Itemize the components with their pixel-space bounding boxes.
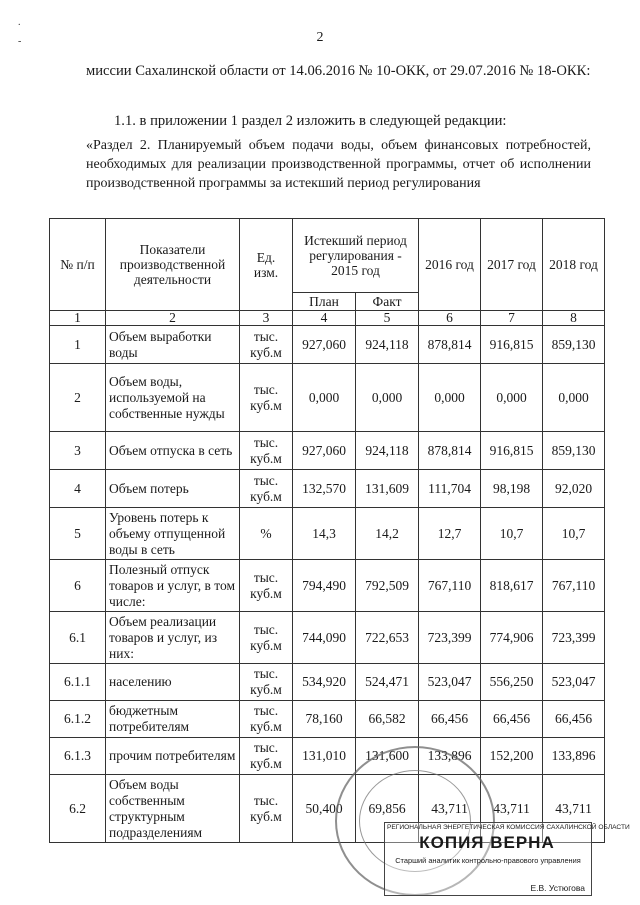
table-row bbox=[50, 364, 605, 432]
row-indicator: прочим потребителям bbox=[106, 738, 240, 775]
column-number: 3 bbox=[240, 311, 293, 326]
row-2016: 12,7 bbox=[419, 508, 481, 560]
row-plan-2015: 50,400 bbox=[293, 775, 356, 843]
row-2016: 767,110 bbox=[419, 560, 481, 612]
header-indicator: Показатели производственной деятельности bbox=[106, 219, 240, 311]
header-num: № п/п bbox=[50, 219, 106, 311]
row-2016: 878,814 bbox=[419, 432, 481, 470]
header-plan: План bbox=[293, 293, 356, 311]
row-number: 6.1.2 bbox=[50, 701, 106, 738]
row-unit: тыс. куб.м bbox=[240, 612, 293, 664]
row-fact-2015: 131,609 bbox=[356, 470, 419, 508]
column-number: 8 bbox=[543, 311, 605, 326]
row-indicator: Объем воды собственным структурным подразделениям bbox=[106, 775, 240, 843]
row-number: 4 bbox=[50, 470, 106, 508]
row-plan-2015: 78,160 bbox=[293, 701, 356, 738]
table-row bbox=[50, 326, 605, 364]
row-2018: 133,896 bbox=[543, 738, 605, 775]
row-number: 1 bbox=[50, 326, 106, 364]
row-2016: 0,000 bbox=[419, 364, 481, 432]
row-indicator: Уровень потерь к объему отпущенной воды в сеть bbox=[106, 508, 240, 560]
row-unit: тыс. куб.м bbox=[240, 560, 293, 612]
header-2018: 2018 год bbox=[543, 219, 605, 311]
header-2016: 2016 год bbox=[419, 219, 481, 311]
header-past-period: Истекший период регулирования - 2015 год bbox=[293, 219, 419, 293]
row-2018: 859,130 bbox=[543, 326, 605, 364]
row-fact-2015: 0,000 bbox=[356, 364, 419, 432]
column-number: 2 bbox=[106, 311, 240, 326]
row-indicator: бюджетным потребителям bbox=[106, 701, 240, 738]
row-2017: 98,198 bbox=[481, 470, 543, 508]
section-heading: «Раздел 2. Планируемый объем подачи воды, объем финансовых потребностей, необходимых для реализации производственной программы, отчет об исполнении производственной программы за истекший период регулирования bbox=[86, 138, 591, 191]
row-unit: тыс. куб.м bbox=[240, 432, 293, 470]
row-unit: тыс. куб.м bbox=[240, 701, 293, 738]
row-2018: 92,020 bbox=[543, 470, 605, 508]
header-unit: Ед. изм. bbox=[240, 219, 293, 311]
row-2016: 133,896 bbox=[419, 738, 481, 775]
row-plan-2015: 14,3 bbox=[293, 508, 356, 560]
table-row bbox=[50, 612, 605, 664]
margin-mark: - bbox=[18, 36, 22, 47]
row-plan-2015: 744,090 bbox=[293, 612, 356, 664]
column-number: 6 bbox=[419, 311, 481, 326]
row-fact-2015: 722,653 bbox=[356, 612, 419, 664]
row-2017: 916,815 bbox=[481, 326, 543, 364]
row-2018: 0,000 bbox=[543, 364, 605, 432]
stamp-organization: РЕГИОНАЛЬНАЯ ЭНЕРГЕТИЧЕСКАЯ КОМИССИЯ САХАЛИНСКОЙ ОБЛАСТИ bbox=[387, 824, 630, 831]
row-2016: 43,711 bbox=[419, 775, 481, 843]
row-number: 6 bbox=[50, 560, 106, 612]
certified-copy-stamp bbox=[384, 822, 630, 896]
table-row bbox=[50, 508, 605, 560]
row-number: 6.1.3 bbox=[50, 738, 106, 775]
row-number: 6.1.1 bbox=[50, 664, 106, 701]
column-number: 7 bbox=[481, 311, 543, 326]
row-number: 6.2 bbox=[50, 775, 106, 843]
stamp-title: КОПИЯ ВЕРНА bbox=[419, 833, 555, 852]
table-row bbox=[50, 560, 605, 612]
row-2016: 66,456 bbox=[419, 701, 481, 738]
row-2018: 767,110 bbox=[543, 560, 605, 612]
row-indicator: Объем отпуска в сеть bbox=[106, 432, 240, 470]
row-plan-2015: 927,060 bbox=[293, 432, 356, 470]
row-unit: тыс. куб.м bbox=[240, 664, 293, 701]
row-indicator: Объем реализации товаров и услуг, из них: bbox=[106, 612, 240, 664]
table-row bbox=[50, 738, 605, 775]
row-fact-2015: 924,118 bbox=[356, 432, 419, 470]
row-2018: 723,399 bbox=[543, 612, 605, 664]
row-indicator: населению bbox=[106, 664, 240, 701]
row-unit: тыс. куб.м bbox=[240, 364, 293, 432]
row-unit: тыс. куб.м bbox=[240, 470, 293, 508]
row-2017: 0,000 bbox=[481, 364, 543, 432]
table-row bbox=[50, 470, 605, 508]
column-number: 4 bbox=[293, 311, 356, 326]
column-numbers-row bbox=[50, 311, 605, 326]
row-fact-2015: 131,600 bbox=[356, 738, 419, 775]
stamp-role: Старший аналитик контрольно-правового управления bbox=[395, 856, 581, 865]
row-2018: 859,130 bbox=[543, 432, 605, 470]
row-plan-2015: 132,570 bbox=[293, 470, 356, 508]
row-2017: 66,456 bbox=[481, 701, 543, 738]
row-plan-2015: 131,010 bbox=[293, 738, 356, 775]
column-number: 1 bbox=[50, 311, 106, 326]
row-2017: 152,200 bbox=[481, 738, 543, 775]
row-2018: 66,456 bbox=[543, 701, 605, 738]
row-2016: 111,704 bbox=[419, 470, 481, 508]
row-indicator: Объем выработки воды bbox=[106, 326, 240, 364]
row-2017: 916,815 bbox=[481, 432, 543, 470]
page-number: 2 bbox=[316, 30, 324, 45]
header-fact: Факт bbox=[356, 293, 419, 311]
row-indicator: Объем воды, используемой на собственные нужды bbox=[106, 364, 240, 432]
row-2017: 10,7 bbox=[481, 508, 543, 560]
row-indicator: Объем потерь bbox=[106, 470, 240, 508]
row-2018: 43,711 bbox=[543, 775, 605, 843]
row-fact-2015: 524,471 bbox=[356, 664, 419, 701]
row-2017: 818,617 bbox=[481, 560, 543, 612]
row-unit: тыс. куб.м bbox=[240, 738, 293, 775]
row-unit: % bbox=[240, 508, 293, 560]
row-2016: 723,399 bbox=[419, 612, 481, 664]
row-plan-2015: 0,000 bbox=[293, 364, 356, 432]
row-2017: 43,711 bbox=[481, 775, 543, 843]
row-number: 2 bbox=[50, 364, 106, 432]
row-fact-2015: 69,856 bbox=[356, 775, 419, 843]
stamp-signer: Е.В. Устюгова bbox=[530, 883, 585, 893]
row-unit: тыс. куб.м bbox=[240, 775, 293, 843]
row-fact-2015: 792,509 bbox=[356, 560, 419, 612]
row-2016: 523,047 bbox=[419, 664, 481, 701]
column-number: 5 bbox=[356, 311, 419, 326]
row-number: 6.1 bbox=[50, 612, 106, 664]
row-plan-2015: 794,490 bbox=[293, 560, 356, 612]
continuation-paragraph: миссии Сахалинской области от 14.06.2016 № 10-ОКК, от 29.07.2016 № 18-ОКК: bbox=[86, 63, 591, 79]
item-paragraph: 1.1. в приложении 1 раздел 2 изложить в следующей редакции: bbox=[114, 113, 507, 129]
row-plan-2015: 927,060 bbox=[293, 326, 356, 364]
table-row bbox=[50, 432, 605, 470]
row-number: 5 bbox=[50, 508, 106, 560]
row-indicator: Полезный отпуск товаров и услуг, в том числе: bbox=[106, 560, 240, 612]
row-fact-2015: 924,118 bbox=[356, 326, 419, 364]
row-2017: 556,250 bbox=[481, 664, 543, 701]
table-row bbox=[50, 664, 605, 701]
row-unit: тыс. куб.м bbox=[240, 326, 293, 364]
row-2018: 523,047 bbox=[543, 664, 605, 701]
row-2016: 878,814 bbox=[419, 326, 481, 364]
row-plan-2015: 534,920 bbox=[293, 664, 356, 701]
margin-mark: . bbox=[18, 17, 21, 28]
table-row bbox=[50, 701, 605, 738]
row-number: 3 bbox=[50, 432, 106, 470]
production-program-table bbox=[49, 218, 630, 843]
header-2017: 2017 год bbox=[481, 219, 543, 311]
row-2017: 774,906 bbox=[481, 612, 543, 664]
row-fact-2015: 66,582 bbox=[356, 701, 419, 738]
row-fact-2015: 14,2 bbox=[356, 508, 419, 560]
row-2018: 10,7 bbox=[543, 508, 605, 560]
